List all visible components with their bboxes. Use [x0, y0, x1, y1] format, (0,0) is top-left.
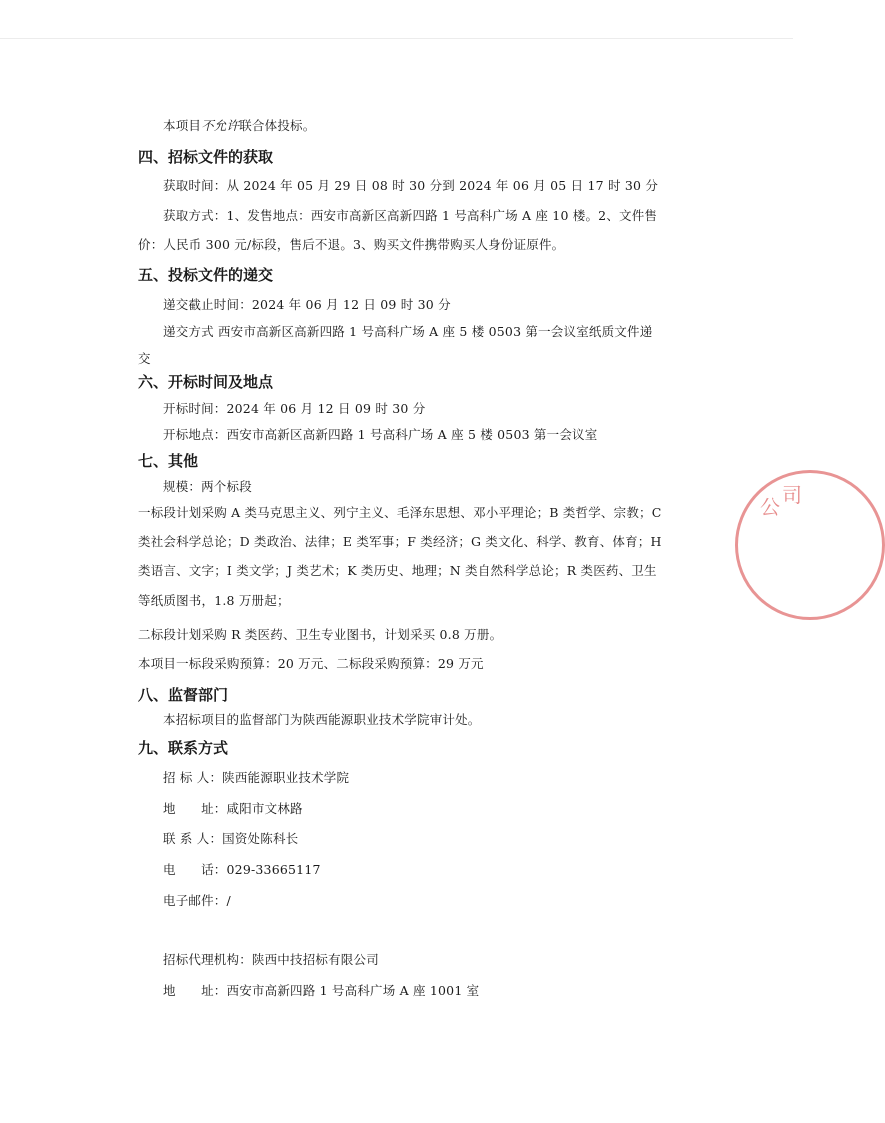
project-scale: 规模：两个标段: [163, 479, 252, 494]
stamp-char: 公: [760, 495, 780, 519]
contact-label: 电子邮件：: [163, 893, 227, 908]
agency-address-value: 西安市高新四路 1 号高科广场 A 座 1001 室: [226, 983, 480, 998]
section-5-title: 五、投标文件的递交: [138, 266, 274, 284]
contact-row-tenderer: [163, 770, 349, 786]
contact-row-phone: [163, 862, 321, 878]
joint-bid-note: 本项目不允许联合体投标。: [163, 118, 316, 133]
section-7-title: 七、其他: [138, 452, 199, 470]
stamp-char: 司: [782, 483, 802, 507]
submission-method: 递交方式 西安市高新区高新四路 1 号高科广场 A 座 5 楼 0503 第一会议室纸质文件递: [163, 324, 653, 339]
submission-method-cont: 交: [138, 351, 151, 366]
section-4-title: 四、招标文件的获取: [138, 148, 274, 166]
agency-label: 招标代理机构：: [163, 952, 252, 967]
contact-value: 029-33665117: [226, 862, 321, 877]
contact-label: 联 系 人：: [163, 831, 223, 846]
agency-address-row: [163, 983, 479, 999]
contact-label: 电 话：: [163, 862, 227, 877]
doc-acquisition-time: 获取时间：从 2024 年 05 月 29 日 08 时 30 分到 2024 年 06 月 05 日 17 时 30 分: [163, 178, 659, 193]
contact-value: 咸阳市文林路: [226, 801, 303, 816]
doc-acquisition-method: 获取方式：1、发售地点：西安市高新区高新四路 1 号高科广场 A 座 10 楼。2、文件售: [163, 208, 658, 223]
agency-value: 陕西中技招标有限公司: [251, 952, 379, 967]
contact-value: 国资处陈科长: [222, 831, 299, 846]
contact-value: /: [226, 893, 231, 908]
lot1-line-4: 等纸质图书，1.8 万册起；: [138, 593, 290, 608]
red-seal-stamp: [735, 470, 885, 620]
supervision-text: 本招标项目的监督部门为陕西能源职业技术学院审计处。: [163, 712, 481, 727]
section-9-title: 九、联系方式: [138, 739, 229, 757]
contact-row-email: [163, 893, 231, 909]
budget-text: 本项目一标段采购预算：20 万元、二标段采购预算：29 万元: [138, 656, 484, 671]
contact-row-person: [163, 831, 298, 847]
agency-address-label: 地 址：: [163, 983, 227, 998]
scan-artifact-line: [0, 38, 793, 39]
lot1-line-3: 类语言、文字；I 类文学；J 类艺术；K 类历史、地理；N 类自然科学总论；R 类医药、卫生: [138, 563, 657, 578]
lot1-line-2: 类社会科学总论；D 类政治、法律；E 类军事；F 类经济；G 类文化、科学、教育、体育；H: [138, 534, 662, 549]
agency-name-row: [163, 952, 379, 968]
lot2-text: 二标段计划采购 R 类医药、卫生专业图书，计划采买 0.8 万册。: [138, 627, 503, 642]
opening-place: 开标地点：西安市高新区高新四路 1 号高科广场 A 座 5 楼 0503 第一会议室: [163, 427, 598, 442]
section-8-title: 八、监督部门: [138, 686, 229, 704]
section-6-title: 六、开标时间及地点: [138, 373, 274, 391]
contact-row-address: [163, 801, 303, 817]
submission-deadline: 递交截止时间：2024 年 06 月 12 日 09 时 30 分: [163, 297, 451, 312]
contact-label: 地 址：: [163, 801, 227, 816]
doc-acquisition-method-cont: 价：人民币 300 元/标段，售后不退。3、购买文件携带购买人身份证原件。: [138, 237, 565, 252]
lot1-line-1: 一标段计划采购 A 类马克思主义、列宁主义、毛泽东思想、邓小平理论；B 类哲学、宗教；C: [138, 505, 662, 520]
contact-label: 招 标 人：: [163, 770, 223, 785]
opening-time: 开标时间：2024 年 06 月 12 日 09 时 30 分: [163, 401, 426, 416]
contact-value: 陕西能源职业技术学院: [222, 770, 350, 785]
